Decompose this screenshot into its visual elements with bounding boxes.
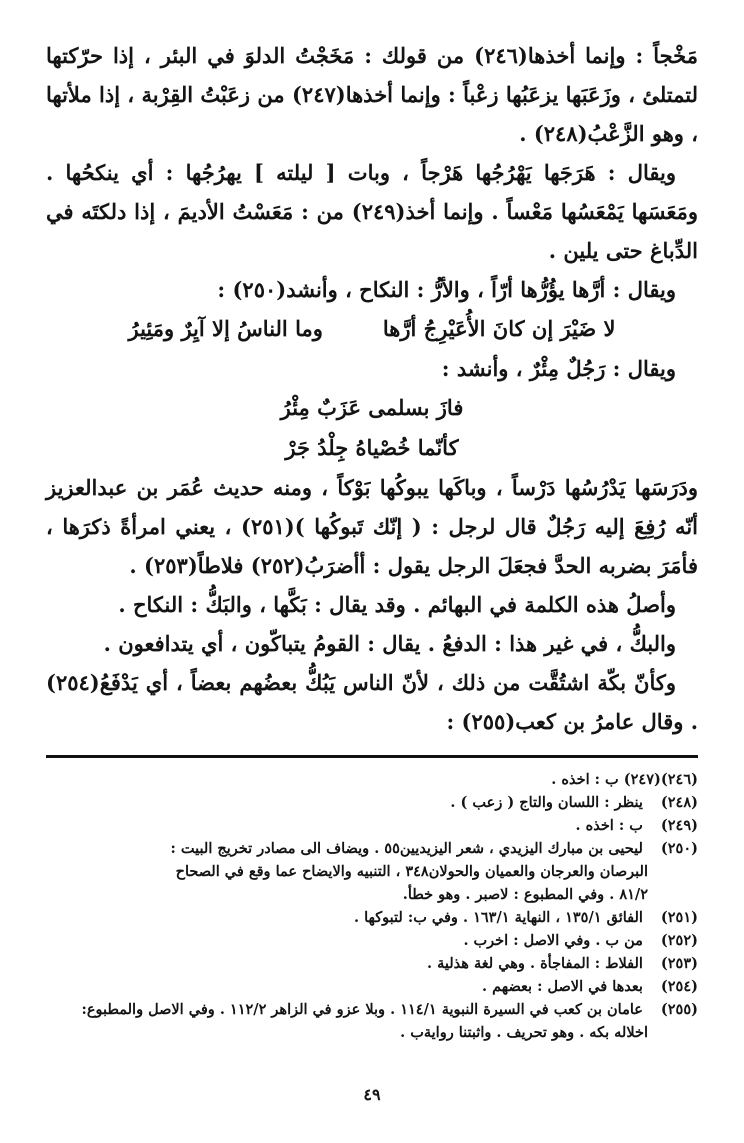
page-number: ٤٩ [363,1085,381,1104]
footnote-text: بعدها في الاصل : بعضهم . [482,978,643,995]
main-text [46,36,698,741]
paragraph-2: ويقال : هَرَجَها يَهْرُجُها هَرْجاً ، وبات [ ليلته ] يهرُجُها : أي ينكحُها . ومَعَسَها يَمْعَسُها مَعْساً . وإنما أخذ(٢٤٩) من : مَعَسْتُ الأديمَ ، إذا دلكتَه في الدِّباغ حتى يلين . [46,160,698,263]
footnote-text: ينظر : اللسان والتاج ( زعب ) . [450,794,643,811]
paragraph-6: وأصلُ هذه الكلمة في البهائم . وقد يقال : بَكَّها ، والبَكُّ : النكاح . [118,592,676,617]
footnote-number: (٢٥٠) [660,840,698,857]
footnote-continuation: اخلاله بكه . وهو تحريف . واثبتنا روايةب . [400,1024,648,1041]
footnote [46,998,698,1021]
verse-line-3: كأنّما خُصْياهُ جِلْدُ جَرْ [285,435,459,460]
verse-hemistich-1: لا ضَيْرَ إن كانَ الأُعَيْرِجُ أرَّها [382,316,616,341]
footnote-number: (٢٥١) [660,909,698,926]
verse-hemistich-2: وما الناسُ إلا آيِرٌ ومَئِيرُ [128,316,323,341]
paragraph-4: ويقال : رَجُلٌ مِئْرٌ ، وأنشد : [441,356,676,381]
footnotes [46,768,698,1044]
footnote-number: (٢٥٢) [660,932,698,949]
footnote-text: عامان بن كعب في السيرة النبوية ١١٤/١ . وبلا عزو في الزاهر ١١٢/٢ . وفي الاصل والمطبوع: [81,1001,643,1018]
paragraph-3: ويقال : أرَّها يؤُرُّها أرّاً ، والأرُّ : النكاح ، وأنشد(٢٥٠) : [217,277,676,302]
footnote-number: (٢٤٨) [660,794,698,811]
footnote-number: (٢٥٣) [660,955,698,972]
paragraph-8: وكأنّ بكّة اشتُقَّت من ذلك ، لأنّ الناس يَبُكُّ بعضُهم بعضاً ، أي يَدْفَعُ(٢٥٤) . وقال عامرُ بن كعب(٢٥٥) : [46,670,698,734]
verse-line-2: فازَ بسلمى عَزَبٌ مِئْرُ [280,395,464,420]
footnote-number: (٢٥٤) [660,978,698,995]
footnote-text: الفلاط : المفاجأة . وهي لغة هذلية . [427,955,643,972]
footnote-divider [46,755,698,758]
footnote [46,929,698,952]
footnote [46,952,698,975]
paragraph-5: ودَرَسَها يَدْرُسُها دَرْساً ، وباكَها يبوكُها بَوْكاً ، ومنه حديث عُمَر بن عبدالعزيز أنّه رُفِعَ إليه رَجُلٌ قال لرجل : ( إنّك تَبوكُها )(٢٥١) ، يعني امرأةً ذكرَها ، فأمَرَ بضربه الحدَّ فجعَلَ الرجل يقول : أأضرَبُ(٢٥٢) فلاطاً(٢٥٣) . [46,475,698,578]
footnote-text: من ب . وفي الاصل : اخرب . [463,932,643,949]
footnote-text: ب : اخذه . [575,817,643,834]
verse-line-1 [46,309,698,349]
footnote [46,975,698,998]
footnote [46,791,698,814]
footnote-continuation: البرصان والعرجان والعميان والحولان٣٤٨ ، التنبيه والايضاح عما وقع في الصحاح [175,863,648,880]
footnote-text: ليحيى بن مبارك اليزيدي ، شعر اليزيديين٥٥ . ويضاف الى مصادر تخريج البيت : [170,840,643,857]
paragraph-1: مَخْجاً : وإنما أخذها(٢٤٦) من قولك : مَخَجْتُ الدلوَ في البئر ، إذا حرّكتها لتمتلئ ، وزَعَبَها يزعَبُها زعْباً : وإنما أخذها(٢٤٧) من زعَبْتُ القِرْبة ، إذا ملأتها ، وهو الزَّعْبُ(٢٤٨) . [46,43,698,146]
footnote-number: (٢٥٥) [660,1001,698,1018]
footnote [46,768,698,791]
footnote [46,906,698,929]
footnote-text: الفائق ١٣٥/١ ، النهاية ١٦٣/١ . وفي ب: لتبوكها . [354,909,643,926]
footnote [46,837,698,860]
footnote-continuation: ٨١/٢ . وفي المطبوع : لاصبر . وهو خطأ. [402,886,648,903]
footnote-number: (٢٤٩) [660,817,698,834]
paragraph-7: والبكُّ ، في غير هذا : الدفعُ . يقال : القومُ يتباكّون ، أي يتدافعون . [103,631,676,656]
footnote [46,814,698,837]
footnote-text: ب : اخذه . [551,771,619,788]
footnote-number: (٢٤٦)(٢٤٧) [623,771,698,788]
